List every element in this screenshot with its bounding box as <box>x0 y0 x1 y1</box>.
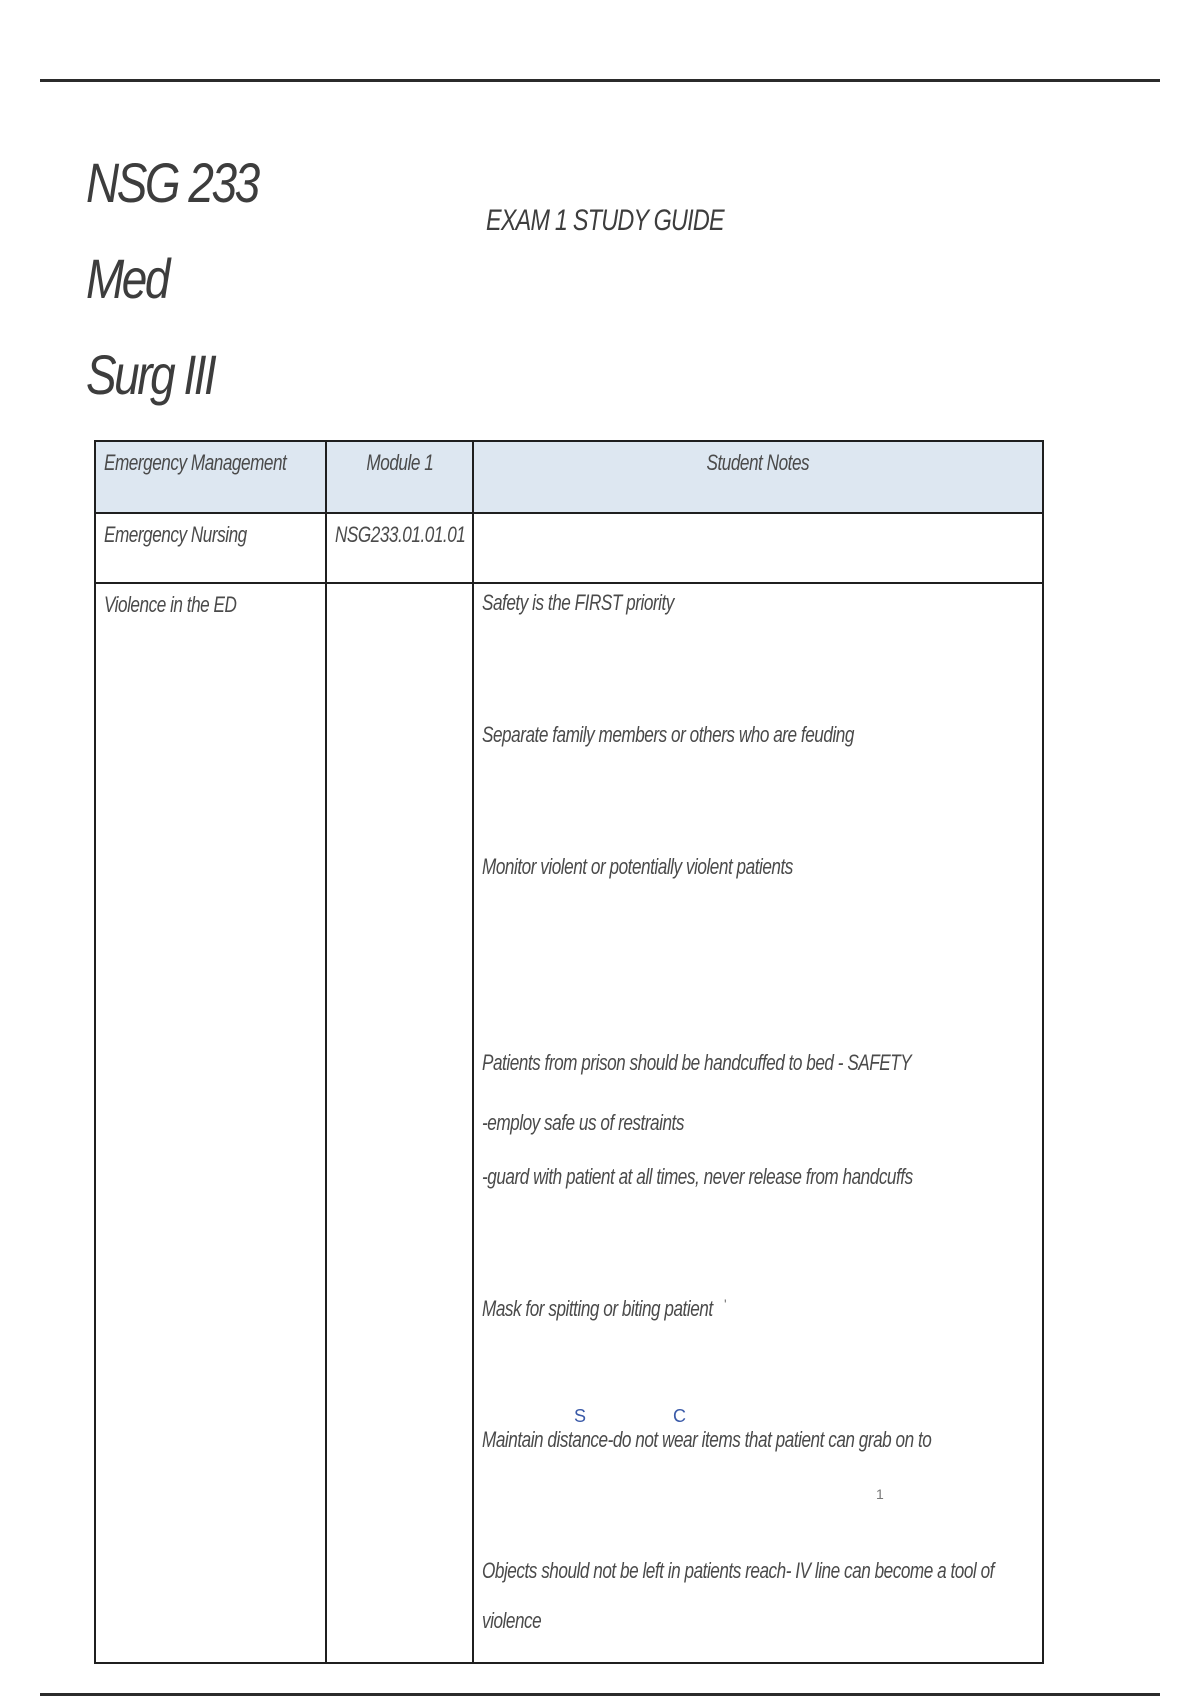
bottom-rule <box>40 1693 1160 1696</box>
note-line: Separate family members or others who are feuding <box>482 722 854 747</box>
topic-cell <box>96 514 327 582</box>
module-cell <box>327 584 474 1662</box>
header-notes-label: Student Notes <box>706 450 810 475</box>
module-cell <box>327 514 474 582</box>
topic-text: Violence in the ED <box>104 592 237 617</box>
document-title <box>86 135 332 423</box>
notes-cell <box>474 584 1042 1662</box>
notes-cell <box>474 514 1042 582</box>
topic-text: Emergency Nursing <box>104 522 247 547</box>
note-line: Monitor violent or potentially violent patients <box>482 854 793 879</box>
annotation-tick: ' <box>724 1296 727 1312</box>
annotation-mark-s: S <box>574 1406 587 1426</box>
note-line: Patients from prison should be handcuffed to bed - SAFETY <box>482 1050 912 1075</box>
module-code: NSG233.01.01.01 <box>335 522 466 547</box>
note-line: Maintain distance-do not wear items that patient can grab on to <box>482 1427 932 1452</box>
topic-cell <box>96 584 327 1662</box>
top-rule <box>40 79 1160 82</box>
table-row <box>96 514 1042 584</box>
study-guide-table <box>94 440 1044 1664</box>
document-subtitle: EXAM 1 STUDY GUIDE <box>486 204 724 237</box>
header-cell-topic <box>96 442 327 512</box>
annotation-small-mark: 1 <box>876 1486 884 1502</box>
title-line-2: Surg III <box>86 343 215 406</box>
note-line: Safety is the FIRST priority <box>482 590 674 615</box>
table-header-row <box>96 442 1042 514</box>
note-line: -employ safe us of restraints <box>482 1110 684 1135</box>
header-cell-module <box>327 442 474 512</box>
header-topic-label: Emergency Management <box>104 450 287 475</box>
note-line: -guard with patient at all times, never release from handcuffs <box>482 1164 913 1189</box>
header-module-label: Module 1 <box>366 450 433 475</box>
table-row <box>96 584 1042 1662</box>
annotation-mark-c: C <box>673 1406 686 1426</box>
note-line: violence <box>482 1608 542 1633</box>
header-cell-notes <box>474 442 1042 512</box>
note-line: Mask for spitting or biting patient <box>482 1296 713 1321</box>
note-line: Objects should not be left in patients reach- IV line can become a tool of <box>482 1558 994 1583</box>
title-line-1: NSG 233 Med <box>86 151 258 310</box>
